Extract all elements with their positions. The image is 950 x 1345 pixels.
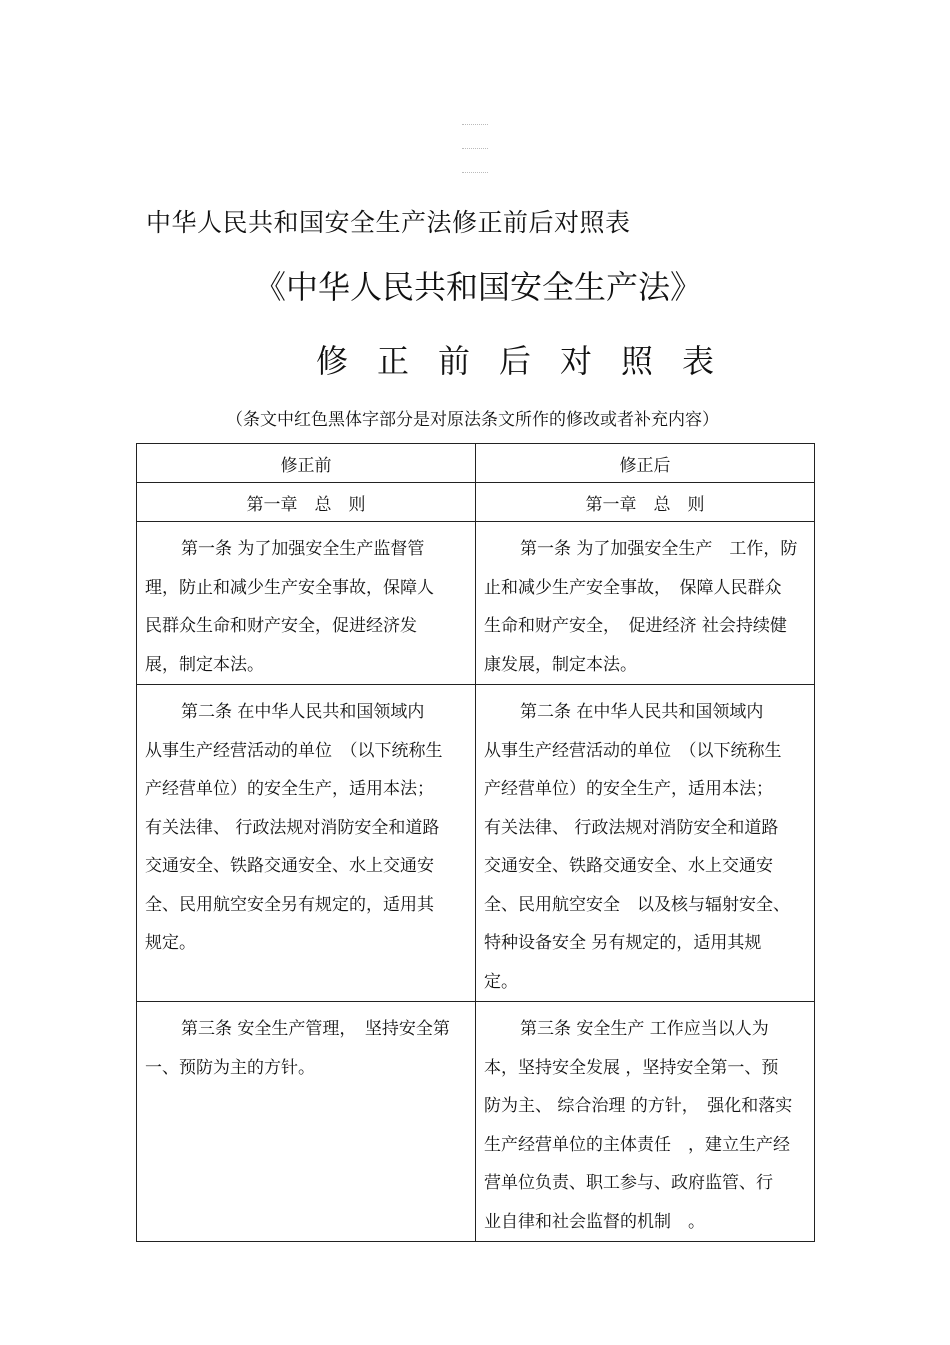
text-line: 业自律和社会监督的机制 。 <box>484 1211 705 1232</box>
text-line: 从事生产经营活动的单位 （以下统称生 <box>484 740 782 761</box>
text-line: 止和减少生产安全事故， 保障人民群众 <box>484 577 782 598</box>
text-line: 有关法律、 行政法规对消防安全和道路 <box>484 817 779 838</box>
after-cell <box>476 1002 815 1242</box>
text-line: 定。 <box>484 971 518 992</box>
text-line: 第一条 为了加强安全生产 工作，防 <box>520 539 798 559</box>
after-cell <box>476 522 815 685</box>
chapter-row <box>137 483 815 522</box>
after-cell <box>476 685 815 1002</box>
before-cell <box>137 522 476 685</box>
text-line: 民群众生命和财产安全，促进经济发 <box>145 616 417 636</box>
law-title: 《中华人民共和国安全生产法》 <box>254 268 703 306</box>
header-row <box>137 444 815 483</box>
header-rule <box>462 172 488 173</box>
text-line: 本，坚持安全发展 ，坚持安全第一、预 <box>484 1057 779 1078</box>
header-rule <box>462 124 488 125</box>
header-after: 修正后 <box>476 444 815 483</box>
text-line: 特种设备安全 另有规定的，适用其规 <box>484 933 762 953</box>
text-line: 第三条 安全生产管理， 坚持安全第 <box>181 1019 450 1039</box>
text-line: 生命和财产安全， 促进经济 社会持续健 <box>484 616 787 636</box>
text-line: 规定。 <box>145 933 196 953</box>
text-line: 一、预防为主的方针。 <box>145 1057 315 1078</box>
text-line: 第三条 安全生产 工作应当以人为 <box>520 1019 769 1039</box>
header-before: 修正前 <box>137 444 476 483</box>
article-row <box>137 685 815 1002</box>
text-line: 全、民用航空安全另有规定的，适用其 <box>145 894 434 915</box>
text-line: 第二条 在中华人民共和国领域内 <box>520 702 764 722</box>
text-line: 康发展，制定本法。 <box>484 654 637 675</box>
header-rule <box>462 148 488 149</box>
article-row <box>137 522 815 685</box>
text-line: 第二条 在中华人民共和国领域内 <box>181 702 425 722</box>
text-line: 产经营单位）的安全生产，适用本法； <box>484 779 773 799</box>
chapter-after: 第一章 总 则 <box>476 483 815 522</box>
text-line: 交通安全、铁路交通安全、水上交通安 <box>145 856 434 876</box>
text-line: 防为主、 综合治理 的方针， 强化和落实 <box>484 1096 793 1116</box>
text-line: 生产经营单位的主体责任 ，建立生产经 <box>484 1134 790 1155</box>
before-cell <box>137 685 476 1002</box>
text-line: 从事生产经营活动的单位 （以下统称生 <box>145 740 443 761</box>
document-title: 中华人民共和国安全生产法修正前后对照表 <box>146 208 631 237</box>
text-line: 产经营单位）的安全生产，适用本法； <box>145 779 434 799</box>
text-line: 交通安全、铁路交通安全、水上交通安 <box>484 856 773 876</box>
before-cell <box>137 1002 476 1242</box>
note: （条文中红色黑体字部分是对原法条文所作的修改或者补充内容） <box>226 410 719 430</box>
table-title: 修正前后对照表 <box>316 342 744 380</box>
chapter-before: 第一章 总 则 <box>137 483 476 522</box>
text-line: 理，防止和减少生产安全事故，保障人 <box>145 577 434 598</box>
text-line: 第一条 为了加强安全生产监督管 <box>181 539 425 559</box>
article-row <box>137 1002 815 1242</box>
text-line: 展，制定本法。 <box>145 654 264 675</box>
text-line: 营单位负责、职工参与、政府监管、行 <box>484 1173 773 1193</box>
comparison-table <box>136 443 815 1242</box>
text-line: 有关法律、 行政法规对消防安全和道路 <box>145 817 440 838</box>
text-line: 全、民用航空安全 以及核与辐射安全、 <box>484 894 790 915</box>
